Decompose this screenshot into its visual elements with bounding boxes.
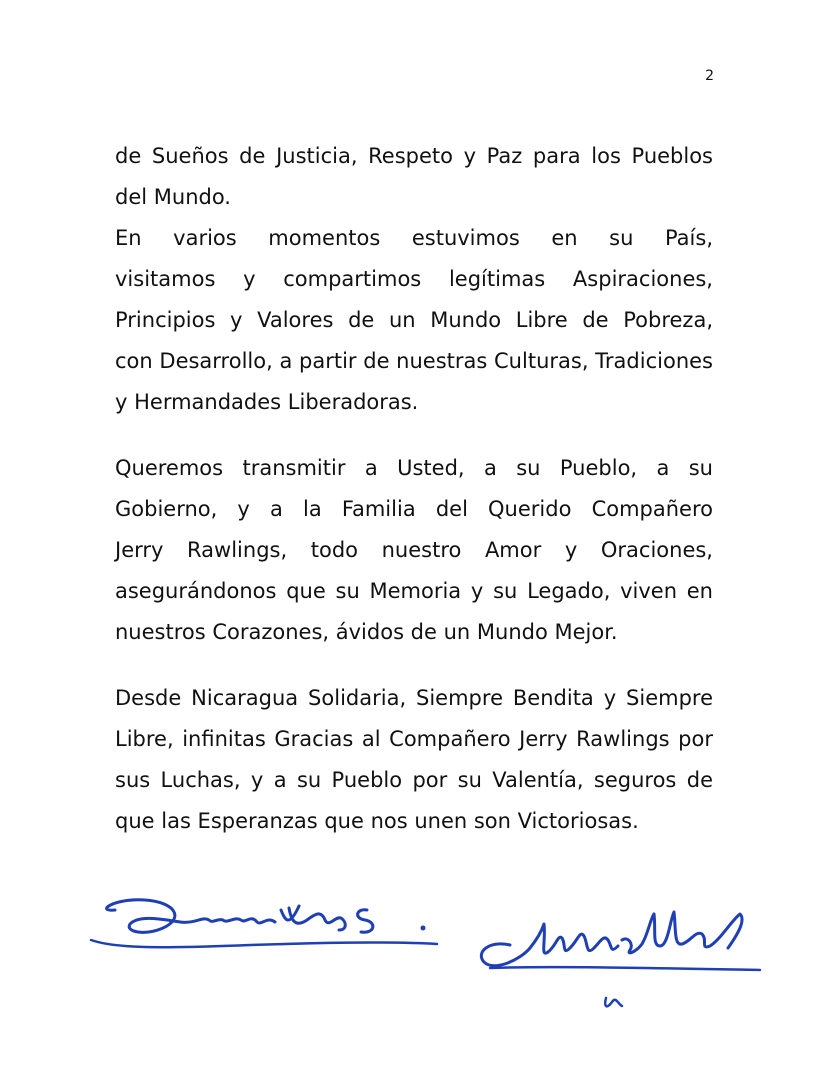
text-line: nuestros Corazones, ávidos de un Mundo Mejor. [115,620,618,644]
text-line: Principios y Valores de un Mundo Libre de Pobreza, [115,308,713,332]
first-signature [85,880,445,960]
text-line: En varios momentos estuvimos en su País, [115,226,713,250]
page-number: 2 [705,68,714,84]
paragraph-2 [115,218,713,423]
signature-area [0,870,825,1020]
second-signature [470,890,770,1020]
text-line: que las Esperanzas que nos unen son Victoriosas. [115,809,639,833]
text-line: de Sueños de Justicia, Respeto y Paz para los Pueblos [115,144,713,168]
text-line: asegurándonos que su Memoria y su Legado, viven en [115,579,713,603]
text-line: Queremos transmitir a Usted, a su Pueblo, a su [115,456,713,480]
text-line: Desde Nicaragua Solidaria, Siempre Bendita y Siempre [115,686,713,710]
text-line: Libre, infinitas Gracias al Compañero Jerry Rawlings por [115,727,713,751]
paragraph-1 [115,136,713,218]
text-line: con Desarrollo, a partir de nuestras Culturas, Tradiciones [115,349,713,373]
paragraph-3 [115,448,713,653]
text-line: y Hermandades Liberadoras. [115,390,419,414]
paragraph-4 [115,678,713,842]
letter-body [115,136,713,842]
text-line: Jerry Rawlings, todo nuestro Amor y Oraciones, [115,538,713,562]
text-line: sus Luchas, y a su Pueblo por su Valentía, seguros de [115,768,713,792]
text-line: visitamos y compartimos legítimas Aspiraciones, [115,267,713,291]
text-line: del Mundo. [115,185,231,209]
text-line: Gobierno, y a la Familia del Querido Compañero [115,497,713,521]
